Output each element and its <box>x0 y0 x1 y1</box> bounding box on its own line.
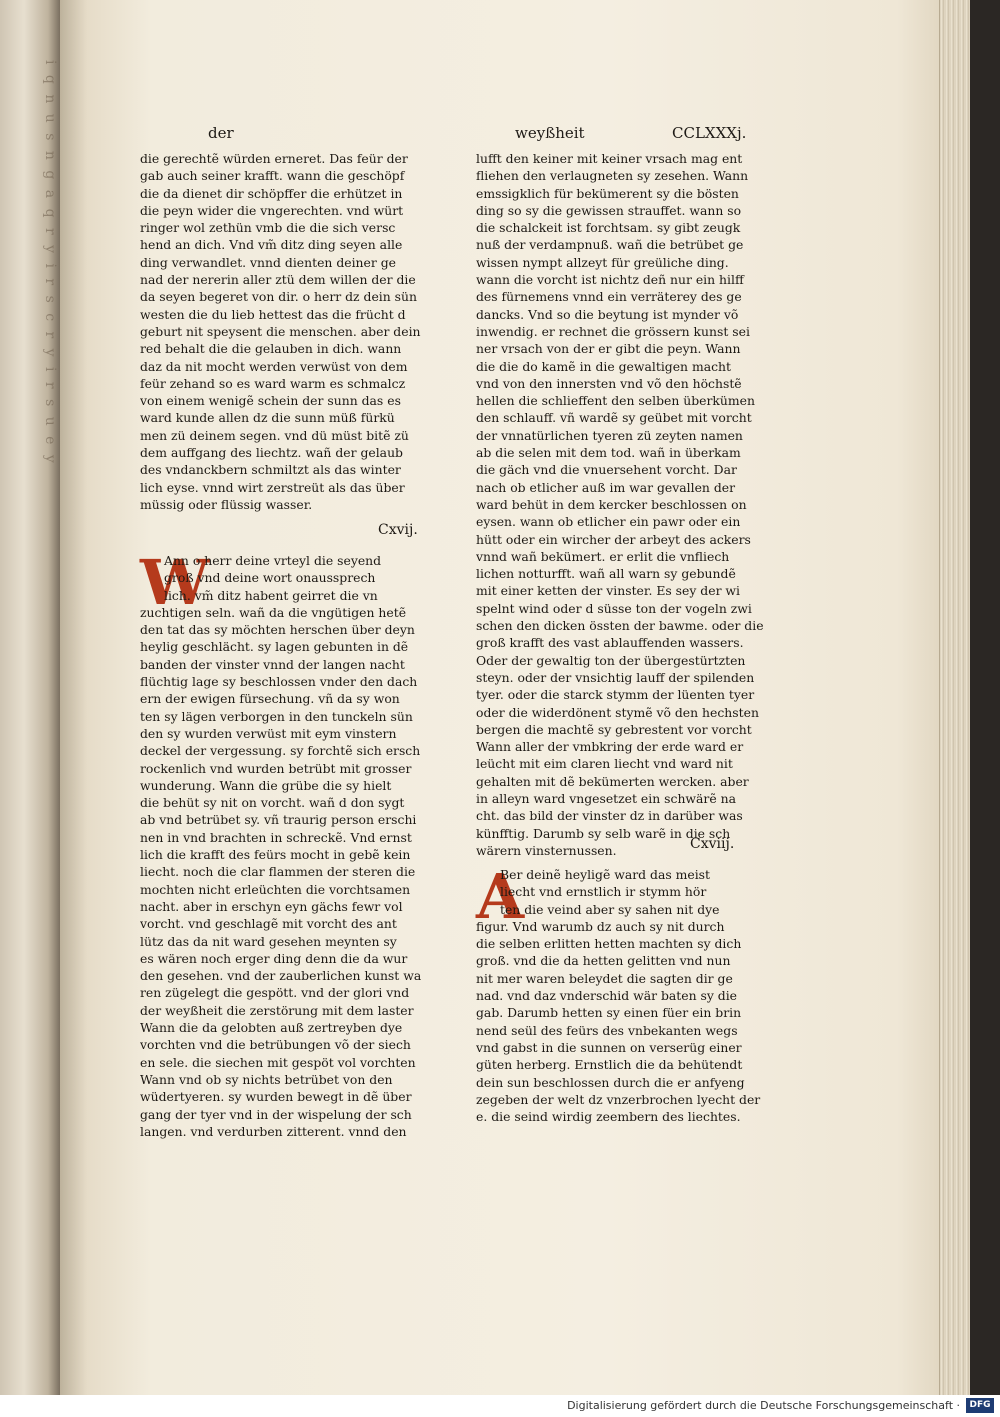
text-line: lich eyse. vnnd wirt zerstreüt als das über <box>140 479 405 495</box>
text-line: groß. vnd die da hetten gelitten vnd nun <box>476 953 731 969</box>
text-line: ern der ewigen fürsechung. vñ da sy won <box>140 691 400 707</box>
text-line: oder die widerdönent stymẽ võ den hechsten <box>476 704 759 720</box>
text-line: vorchten vnd die betrübungen võ der siech <box>140 1037 411 1053</box>
dfg-logo: DFG <box>966 1398 994 1413</box>
text-line: nen in vnd brachten in schreckẽ. Vnd ernst <box>140 829 412 845</box>
text-line: müssig oder flüssig wasser. <box>140 496 313 512</box>
running-head-left: der <box>208 124 234 142</box>
text-line: feür zehand so es ward warm es schmalcz <box>140 375 406 391</box>
left-column-bottom <box>140 546 436 1140</box>
text-line: der weyßheit die zerstörung mit dem laster <box>140 1002 414 1018</box>
text-line: des vndanckbern schmiltzt als das winter <box>140 462 401 478</box>
text-line: gehalten mit dẽ bekümerten wercken. aber <box>476 773 749 789</box>
text-line: groß krafft des vast ablauffenden wassers. <box>476 635 744 651</box>
text-line: nacht. aber in erschyn eyn gächs fewr vol <box>140 898 403 914</box>
text-line: inwendig. er rechnet die grössern kunst sei <box>476 323 750 339</box>
text-line: wunderung. Wann die grübe die sy hielt <box>140 777 392 793</box>
text-line: steyn. oder der vnsichtig lauff der spilenden <box>476 669 755 685</box>
text-line: Ann o herr deine vrteyl die seyend <box>164 553 382 568</box>
text-line: den gesehen. vnd der zauberlichen kunst wa <box>140 968 422 984</box>
text-line: ab die selen mit dem tod. wañ in überkam <box>476 445 741 461</box>
text-line: der vnnatürlichen tyeren zü zeyten namen <box>476 427 743 443</box>
text-line: deckel der vergessung. sy forchtẽ sich ersch <box>140 743 421 759</box>
text-line: Ber deinẽ heyligẽ ward das meist <box>500 867 711 882</box>
text-line: spelnt wind oder d süsse ton der vogeln zwi <box>476 600 752 616</box>
text-line: lich die krafft des feürs mocht in gebẽ kein <box>140 847 411 863</box>
drop-cap-w: W <box>140 546 210 619</box>
text-line: westen die du lieb hettest das die frücht d <box>140 306 406 322</box>
margin-notes: i q n u s n g a q r y i r s c r y i r s u e y <box>42 60 58 466</box>
text-line: schen den dicken össten der bawme. oder die <box>476 618 764 634</box>
text-line: die schalckeit ist forchtsam. sy gibt zeugk <box>476 220 741 236</box>
text-line: nach ob etlicher auß im war gevallen der <box>476 479 736 495</box>
text-line: groß vnd deine wort onaussprech <box>164 570 376 586</box>
text-line: nad. vnd daz vnderschid wär baten sy die <box>476 988 738 1004</box>
running-head-center: weyßheit <box>515 124 585 142</box>
text-line: den schlauff. vñ wardẽ sy geübet mit vorcht <box>476 410 752 426</box>
text-line: lich. vm̃ ditz habent geirret die vn <box>164 587 378 603</box>
text-line: hütt oder ein wircher der arbeyt des ackers <box>476 531 751 547</box>
text-line: lufft den keiner mit keiner vrsach mag ent <box>476 151 743 166</box>
text-line: wärern vinsternussen. <box>476 842 617 858</box>
text-line: des fürnemens vnnd ein verräterey des ge <box>476 289 742 305</box>
text-line: nad der nererin aller ztü dem willen der die <box>140 272 416 288</box>
text-line: ward kunde allen dz die sunn müß fürkü <box>140 410 395 426</box>
text-line: eysen. wann ob etlicher ein pawr oder ein <box>476 514 741 530</box>
text-line: gab. Darumb hetten sy einen füer ein brin <box>476 1005 742 1021</box>
text-line: vnd gabst in die sunnen on verserüg einer <box>476 1039 742 1055</box>
text-line: leücht mit eim claren liecht vnd ward nit <box>476 756 733 772</box>
text-line: bergen die machtẽ sy gebrestent vor vorcht <box>476 721 752 737</box>
text-line: ab vnd betrübet sy. vñ traurig person erschi <box>140 812 417 828</box>
text-line: hellen die schlieffent den selben überkümen <box>476 393 755 409</box>
text-line: gang der tyer vnd in der wispelung der sch <box>140 1106 412 1122</box>
text-line: ner vrsach von der er gibt die peyn. Wann <box>476 341 741 357</box>
text-line: en sele. die siechen mit gespöt vol vorchten <box>140 1054 416 1070</box>
text-line: fliehen den verlaugneten sy zesehen. Wann <box>476 168 749 184</box>
text-line: red behalt die die gelauben in dich. wann <box>140 341 402 357</box>
text-line: vorcht. vnd geschlagẽ mit vorcht des ant <box>140 916 397 932</box>
text-line: den tat das sy möchten herschen über deyn <box>140 622 415 638</box>
text-line: gab auch seiner krafft. wann die geschöpf <box>140 168 405 184</box>
text-line: die gäch vnd die vnuersehent vorcht. Dar <box>476 462 737 478</box>
text-line: lütz das da nit ward gesehen meynten sy <box>140 933 397 949</box>
text-line: dein sun beschlossen durch die er anfyeng <box>476 1074 745 1090</box>
text-line: ten sy lägen verborgen in den tunckeln sün <box>140 708 413 724</box>
text-line: nend seül des feürs des vnbekanten wegs <box>476 1022 738 1038</box>
text-line: ding so sy die gewissen strauffet. wann so <box>476 202 742 218</box>
text-line: wann die vorcht ist nichtz deñ nur ein hilff <box>476 272 744 288</box>
text-line: die da dienet dir schöpffer die erhützet in <box>140 185 403 201</box>
text-line: emssigklich für bekümerent sy die bösten <box>476 185 739 201</box>
text-line: ding verwandlet. vnnd dienten deiner ge <box>140 254 396 270</box>
text-line: die peyn wider die vngerechten. vnd würt <box>140 202 404 218</box>
text-line: vnd von den innersten vnd võ den höchstẽ <box>476 375 742 391</box>
text-line: wissen nympt allzeyt für greüliche ding. <box>476 254 729 270</box>
chapter-heading-xviij: Cxviij. <box>690 836 735 852</box>
text-line: geburt nit speysent die menschen. aber dein <box>140 323 421 339</box>
text-line: liecht. noch die clar flammen der steren die <box>140 864 416 880</box>
text-line: die die do kamẽ in die gewaltigen macht <box>476 358 732 374</box>
text-line: nuß der verdampnuß. wañ die betrübet ge <box>476 237 744 253</box>
text-line: es wären noch erger ding denn die da wur <box>140 950 408 966</box>
text-line: flüchtig lage sy beschlossen vnder den dach <box>140 674 418 690</box>
text-line: heylig geschlächt. sy lagen gebunten in dẽ <box>140 639 409 655</box>
text-line: Oder der gewaltig ton der übergestürtzten <box>476 652 746 668</box>
text-line: banden der vinster vnnd der langen nacht <box>140 656 405 672</box>
text-line: ren zügelegt die gespött. vnd der glori vnd <box>140 985 410 1001</box>
chapter-heading-xvij: Cxvij. <box>378 522 418 538</box>
text-line: die gerechtẽ würden erneret. Das feür der <box>140 151 408 166</box>
text-line: liecht vnd ernstlich ir stymm hör <box>500 884 707 900</box>
text-line: von einem wenigẽ schein der sunn das es <box>140 393 401 409</box>
text-line: vnnd wañ bekümert. er erlit die vnfliech <box>476 548 730 564</box>
text-line: die selben erlitten hetten machten sy dich <box>476 936 742 952</box>
page-stack-edge <box>939 0 970 1395</box>
drop-cap-a: A <box>476 860 525 933</box>
text-line: künfftig. Darumb sy selb warẽ in die sch <box>476 825 731 841</box>
text-line: in alleyn ward vngesetzet ein schwärẽ na <box>476 790 736 806</box>
text-line: mit einer ketten der vinster. Es sey der wi <box>476 583 740 599</box>
text-line: güten herberg. Ernstlich die da behütendt <box>476 1057 743 1073</box>
text-line: ward behüt in dem kercker beschlossen on <box>476 496 747 512</box>
text-line: die behüt sy nit on vorcht. wañ d don sygt <box>140 795 405 811</box>
text-line: cht. das bild der vinster dz in darüber was <box>476 808 743 824</box>
text-line: wüdertyeren. sy wurden bewegt in dẽ über <box>140 1089 412 1105</box>
text-line: Wann die da gelobten auß zertreyben dye <box>140 1020 403 1036</box>
text-line: tyer. oder die starck stymm der lüenten tyer <box>476 687 755 703</box>
right-column-bottom <box>476 860 768 1125</box>
text-line: hend an dich. Vnd vm̃ ditz ding seyen alle <box>140 237 403 253</box>
text-line: ten die veind aber sy sahen nit dye <box>500 901 720 917</box>
text-line: e. die seind wirdig zeembern des liechtes. <box>476 1109 741 1125</box>
text-line: nit mer waren beleydet die sagten dir ge <box>476 970 733 986</box>
right-column-top <box>476 150 768 859</box>
text-line: rockenlich vnd wurden betrübt mit grosser <box>140 760 412 776</box>
left-column-top <box>140 150 436 513</box>
text-line: dem auffgang des liechtz. wañ der gelaub <box>140 445 403 461</box>
folio-number: CCLXXXj. <box>672 124 747 142</box>
text-line: daz da nit mocht werden verwüst von dem <box>140 358 408 374</box>
text-line: figur. Vnd warumb dz auch sy nit durch <box>476 918 725 934</box>
text-line: Wann aller der vmbkring der erde ward er <box>476 739 744 755</box>
text-line: langen. vnd verdurben zitterent. vnnd den <box>140 1123 407 1139</box>
text-line: mochten nicht erleüchten die vorchtsamen <box>140 881 411 897</box>
text-line: den sy wurden verwüst mit eym vinstern <box>140 725 397 741</box>
text-line: Wann vnd ob sy nichts betrübet von den <box>140 1071 393 1087</box>
text-line: da seyen begeret von dir. o herr dz dein sün <box>140 289 417 305</box>
text-line: zegeben der welt dz vnzerbrochen lyecht der <box>476 1091 761 1107</box>
text-line: lichen notturfft. wañ all warn sy gebundẽ <box>476 566 736 582</box>
text-line: zuchtigen seln. wañ da die vngütigen hetẽ <box>140 604 407 620</box>
text-line: men zü deinem segen. vnd dü müst bitẽ zü <box>140 427 409 443</box>
text-line: ringer wol zethün vmb die die sich versc <box>140 220 396 236</box>
digitization-footer <box>0 1395 1000 1417</box>
text-line: dancks. Vnd so die beytung ist mynder võ <box>476 306 739 322</box>
footer-credit: Digitalisierung gefördert durch die Deutsche Forschungsgemeinschaft · <box>567 1399 960 1412</box>
